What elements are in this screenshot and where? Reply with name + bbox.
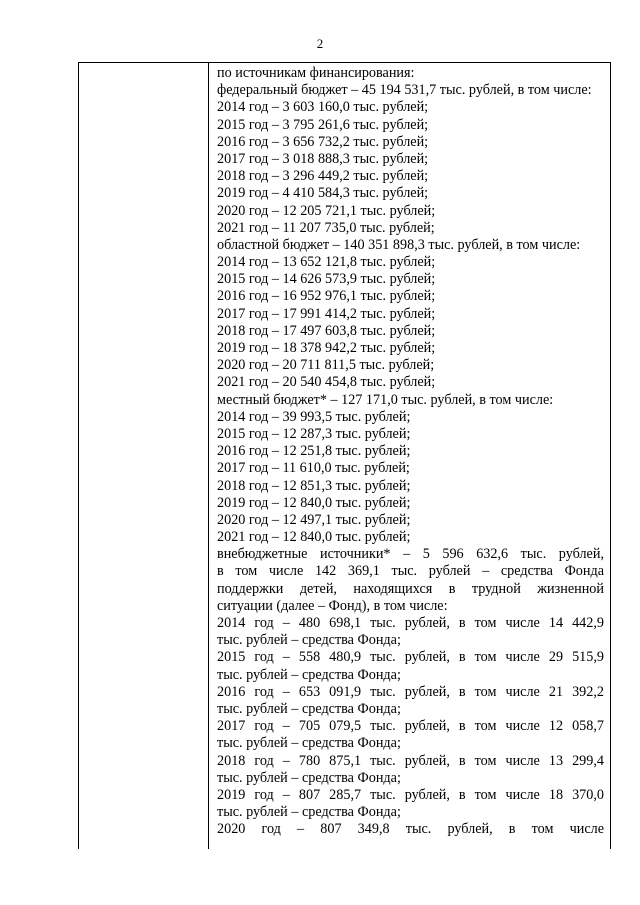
text-line: 2017 год – 17 991 414,2 тыс. рублей; [217,305,436,322]
funding-table [78,62,611,849]
text-line: федеральный бюджет – 45 194 531,7 тыс. рублей, в том числе: [217,82,592,99]
text-line: 2014 год – 13 652 121,8 тыс. рублей; [217,254,436,271]
text-line: тыс. рублей – средства Фонда; [217,632,401,649]
text-line: областной бюджет – 140 351 898,3 тыс. рублей, в том числе: [217,236,581,253]
text-line: 2015 год – 12 287,3 тыс. рублей; [217,425,411,442]
text-line: тыс. рублей – средства Фонда; [217,700,401,717]
text-line: 2017 год – 3 018 888,3 тыс. рублей; [217,150,429,167]
funding-text-column [217,65,604,838]
text-line: 2018 год – 17 497 603,8 тыс. рублей; [217,322,436,339]
text-line: 2017 год – 705 079,5 тыс. рублей, в том числе 12 058,7 [217,718,604,735]
text-line: 2019 год – 807 285,7 тыс. рублей, в том числе 18 370,0 [217,786,604,803]
text-line: 2016 год – 3 656 732,2 тыс. рублей; [217,133,429,150]
text-line: 2021 год – 12 840,0 тыс. рублей; [217,529,411,546]
text-line: тыс. рублей – средства Фонда; [217,666,401,683]
page-number: 2 [316,36,324,51]
text-line: 2021 год – 20 540 454,8 тыс. рублей; [217,374,436,391]
text-line: 2014 год – 480 698,1 тыс. рублей, в том числе 14 442,9 [217,615,604,631]
text-line: 2020 год – 20 711 811,5 тыс. рублей; [217,357,435,374]
text-line: 2016 год – 16 952 976,1 тыс. рублей; [217,288,436,305]
text-line: тыс. рублей – средства Фонда; [217,735,401,752]
text-line: 2020 год – 12 497,1 тыс. рублей; [217,511,411,528]
text-line: 2018 год – 3 296 449,2 тыс. рублей; [217,168,429,185]
text-line: 2016 год – 653 091,9 тыс. рублей, в том числе 21 392,2 [217,683,604,700]
text-line: местный бюджет* – 127 171,0 тыс. рублей, в том числе: [217,391,554,408]
text-line: 2015 год – 3 795 261,6 тыс. рублей; [217,116,429,133]
text-line: тыс. рублей – средства Фонда; [217,769,401,786]
text-line: 2018 год – 12 851,3 тыс. рублей; [217,477,411,494]
text-line: внебюджетные источники* – 5 596 632,6 тыс. рублей, [217,546,604,563]
text-line: 2015 год – 558 480,9 тыс. рублей, в том числе 29 515,9 [217,649,604,666]
text-line: 2016 год – 12 251,8 тыс. рублей; [217,443,411,460]
text-line: ситуации (далее – Фонд), в том числе: [217,597,448,614]
text-line: тыс. рублей – средства Фонда; [217,804,401,821]
text-line: 2014 год – 3 603 160,0 тыс. рублей; [217,99,429,116]
text-line: 2019 год – 18 378 942,2 тыс. рублей; [217,340,436,356]
text-line: 2014 год – 39 993,5 тыс. рублей; [217,408,411,425]
text-line: 2015 год – 14 626 573,9 тыс. рублей; [217,271,436,288]
text-line: 2019 год – 4 410 584,3 тыс. рублей; [217,185,429,202]
table-left-column [79,63,209,849]
text-line: 2018 год – 780 875,1 тыс. рублей, в том числе 13 299,4 [217,752,604,769]
text-line: 2021 год – 11 207 735,0 тыс. рублей; [217,219,435,236]
text-line: 2017 год – 11 610,0 тыс. рублей; [217,460,410,477]
text-line: поддержки детей, находящихся в трудной жизненной [217,580,604,597]
text-line: в том числе 142 369,1 тыс. рублей – средства Фонда [217,563,604,580]
text-line: по источникам финансирования: [217,65,415,81]
text-line: 2020 год – 807 349,8 тыс. рублей, в том числе [217,821,604,838]
text-line: 2019 год – 12 840,0 тыс. рублей; [217,494,411,511]
text-line: 2020 год – 12 205 721,1 тыс. рублей; [217,202,436,219]
